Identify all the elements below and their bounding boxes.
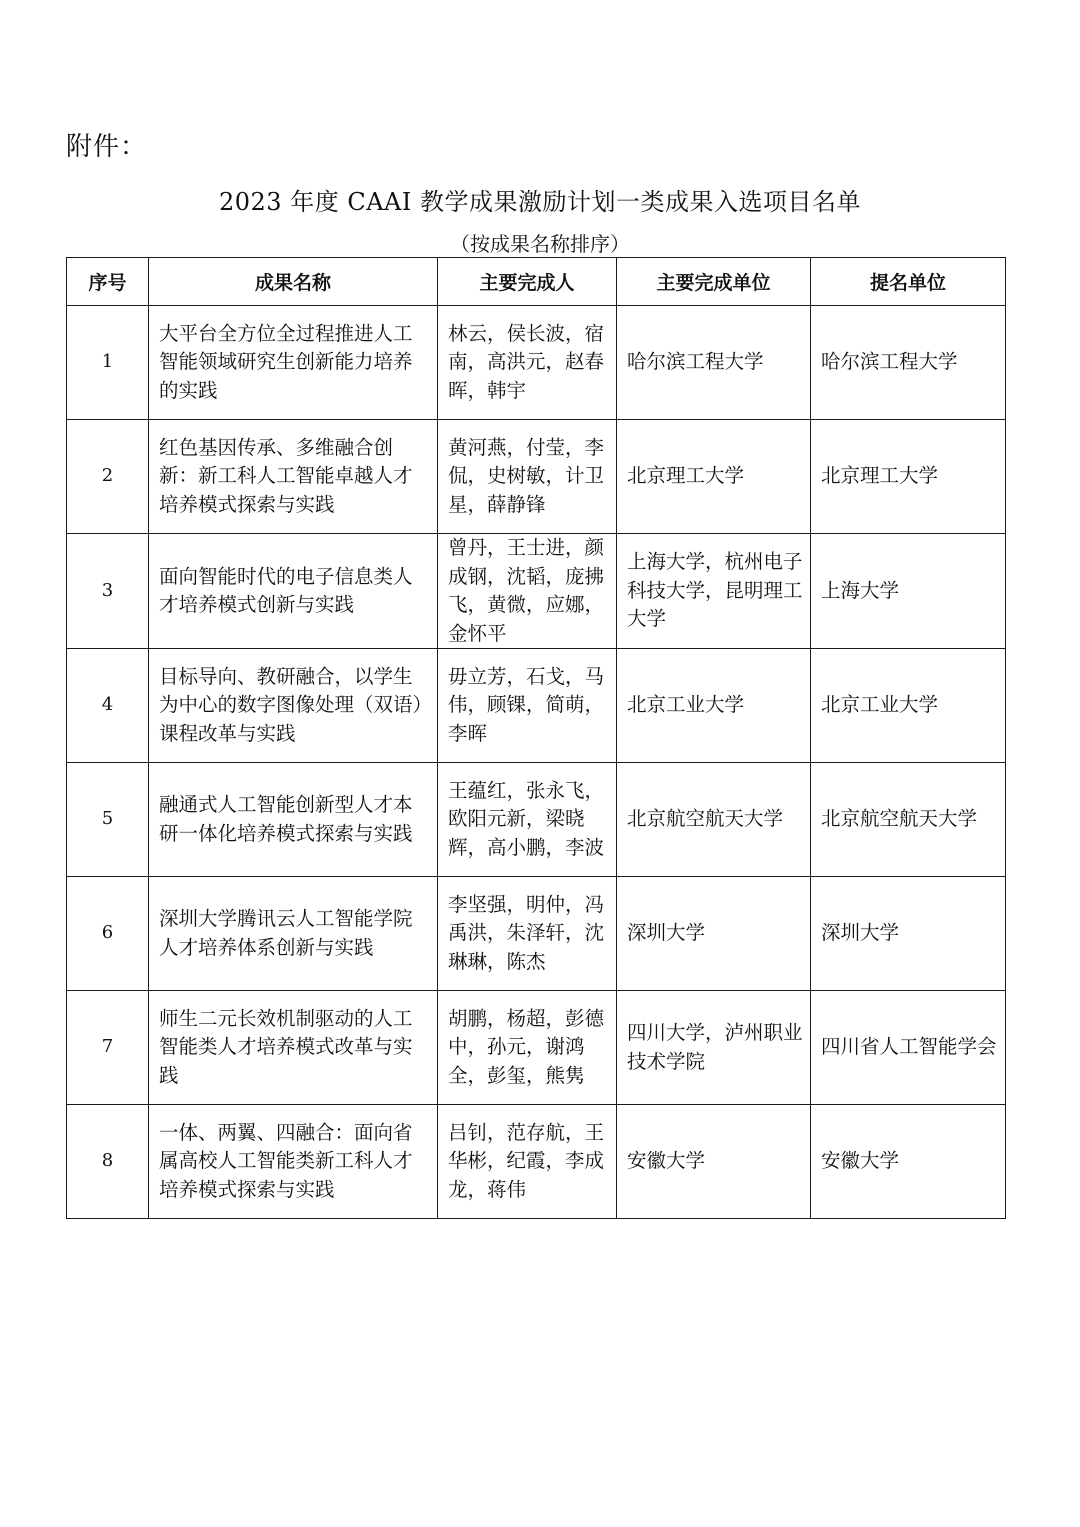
table-row xyxy=(67,991,1006,1105)
document-title: 2023 年度 CAAI 教学成果激励计划一类成果入选项目名单 xyxy=(219,188,861,216)
row-nominator: 北京理工大学 xyxy=(811,420,1006,534)
header-no: 序号 xyxy=(67,258,149,306)
table-row xyxy=(67,534,1006,649)
row-no: 3 xyxy=(67,534,149,649)
row-no: 1 xyxy=(67,306,149,420)
header-name: 成果名称 xyxy=(149,258,438,306)
table-row xyxy=(67,1105,1006,1219)
row-units: 北京航空航天大学 xyxy=(617,763,811,877)
row-nominator: 北京工业大学 xyxy=(811,649,1006,763)
row-no: 8 xyxy=(67,1105,149,1219)
row-people: 毋立芳，石戈，马伟，顾锞，简萌，李晖 xyxy=(438,649,617,763)
table-row xyxy=(67,649,1006,763)
row-name: 红色基因传承、多维融合创新：新工科人工智能卓越人才培养模式探索与实践 xyxy=(149,420,438,534)
row-no: 7 xyxy=(67,991,149,1105)
table-body xyxy=(67,306,1006,1219)
header-people: 主要完成人 xyxy=(438,258,617,306)
row-name: 融通式人工智能创新型人才本研一体化培养模式探索与实践 xyxy=(149,763,438,877)
document-subtitle: （按成果名称排序） xyxy=(450,232,630,256)
row-units: 上海大学，杭州电子科技大学，昆明理工大学 xyxy=(617,534,811,649)
row-name: 深圳大学腾讯云人工智能学院人才培养体系创新与实践 xyxy=(149,877,438,991)
row-nominator: 上海大学 xyxy=(811,534,1006,649)
row-people: 王蕴红，张永飞，欧阳元新，梁晓辉，高小鹏，李波 xyxy=(438,763,617,877)
table-row xyxy=(67,763,1006,877)
row-nominator: 深圳大学 xyxy=(811,877,1006,991)
row-nominator: 安徽大学 xyxy=(811,1105,1006,1219)
row-name: 面向智能时代的电子信息类人才培养模式创新与实践 xyxy=(149,534,438,649)
row-name: 一体、两翼、四融合：面向省属高校人工智能类新工科人才培养模式探索与实践 xyxy=(149,1105,438,1219)
row-people: 林云，侯长波，宿南，高洪元，赵春晖，韩宇 xyxy=(438,306,617,420)
row-units: 四川大学，泸州职业技术学院 xyxy=(617,991,811,1105)
row-name: 大平台全方位全过程推进人工智能领域研究生创新能力培养的实践 xyxy=(149,306,438,420)
row-name: 目标导向、教研融合，以学生为中心的数字图像处理（双语）课程改革与实践 xyxy=(149,649,438,763)
project-list-table xyxy=(66,257,1006,1219)
header-nominator: 提名单位 xyxy=(811,258,1006,306)
row-units: 深圳大学 xyxy=(617,877,811,991)
row-people: 曾丹，王士进，颜成钢，沈韬，庞拂飞，黄微，应娜，金怀平 xyxy=(438,534,617,649)
header-units: 主要完成单位 xyxy=(617,258,811,306)
row-nominator: 四川省人工智能学会 xyxy=(811,991,1006,1105)
row-units: 北京工业大学 xyxy=(617,649,811,763)
row-name: 师生二元长效机制驱动的人工智能类人才培养模式改革与实践 xyxy=(149,991,438,1105)
table-header xyxy=(67,258,1006,306)
table-row xyxy=(67,877,1006,991)
row-units: 哈尔滨工程大学 xyxy=(617,306,811,420)
row-people: 胡鹏，杨超，彭德中，孙元，谢鸿全，彭玺，熊隽 xyxy=(438,991,617,1105)
row-no: 4 xyxy=(67,649,149,763)
row-no: 6 xyxy=(67,877,149,991)
table-row xyxy=(67,306,1006,420)
row-people: 黄河燕，付莹，李侃，史树敏，计卫星，薛静锋 xyxy=(438,420,617,534)
row-people: 吕钊，范存航，王华彬，纪霞，李成龙，蒋伟 xyxy=(438,1105,617,1219)
row-nominator: 北京航空航天大学 xyxy=(811,763,1006,877)
row-people: 李坚强，明仲，冯禹洪，朱泽轩，沈琳琳，陈杰 xyxy=(438,877,617,991)
row-no: 2 xyxy=(67,420,149,534)
row-nominator: 哈尔滨工程大学 xyxy=(811,306,1006,420)
row-units: 安徽大学 xyxy=(617,1105,811,1219)
table-row xyxy=(67,420,1006,534)
header-row xyxy=(67,258,1006,306)
row-units: 北京理工大学 xyxy=(617,420,811,534)
row-no: 5 xyxy=(67,763,149,877)
attachment-label: 附件： xyxy=(66,132,148,162)
